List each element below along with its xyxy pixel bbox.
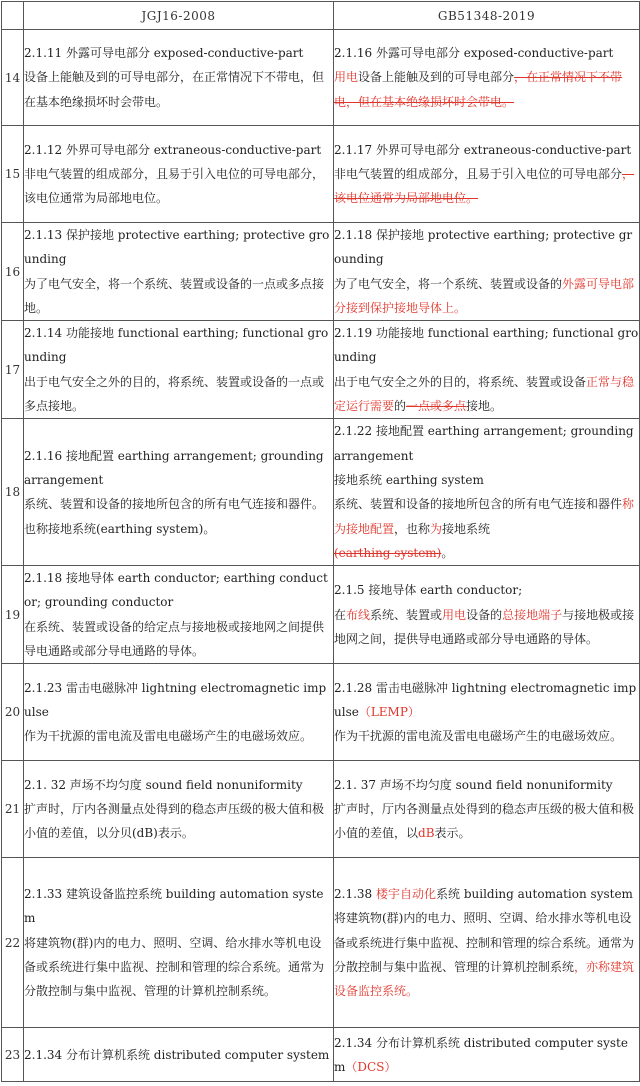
kept-text: 的 [394,399,407,414]
jgj-cell [24,30,334,126]
jgj-cell [24,126,334,223]
added-text: 称为接地配置 [334,497,635,536]
row-number: 23 [2,1028,24,1082]
definition-line: 出于电气安全之外的目的，将系统、装置或设备的一点或多点接地。 [24,374,325,414]
header-num [2,2,24,30]
jgj-cell [24,566,334,664]
term-line: 2.1.18 接地导体 earth conductor; earthing conductor; grounding conductor [24,571,328,610]
row-number: 15 [2,126,24,223]
definition-line [334,65,639,114]
added-text: 正常与稳定运行需要 [334,374,635,414]
added-text: 用电 [334,70,359,85]
comparison-table [1,1,640,1082]
term-line: 2.1.34 分布计算机系统 distributed computer system [24,1047,330,1062]
table-row [2,761,640,858]
definition-line: 将建筑物(群)内的电力、照明、空调、给水排水等机电设备或系统进行集中监视、控制和管理的综合系统。通常为分散控制与集中监视、管理的计算机控制系统。 [24,935,325,999]
added-text: 用电 [442,607,467,622]
header-jgj16: JGJ16-2008 [24,2,334,30]
added-text: 总接地端子 [502,607,563,622]
kept-text: 非电气装置的组成部分，且易于引入电位的可导电部分 [334,166,623,181]
kept-text: 2.1.38 [334,887,376,902]
kept-text: 出于电气安全之外的目的，将系统、装置或设备 [334,374,587,389]
kept-text: 系统 building automation system [436,887,633,902]
kept-text: 2.1.34 分布计算机系统 distributed computer system [334,1035,628,1074]
term-line: 2.1.13 保护接地 protective earthing; protective grounding [24,228,330,267]
header-gb51348: GB51348-2019 [334,2,640,30]
definition-line: 为了电气安全，将一个系统、装置或设备的一点或多点接地。 [24,276,325,315]
gb-cell [334,419,640,566]
term-line: 2.1.5 接地导体 earth conductor; [334,583,523,598]
term-line [334,676,639,725]
jgj-cell [24,321,334,419]
definition-line [334,603,639,652]
kept-text: 系统、装置或 [370,607,443,622]
definition-line: 设备上能触及到的可导电部分，在正常情况下不带电，但在基本绝缘损坏时会带电。 [24,70,325,109]
definition-line [334,370,639,419]
definition-line: 系统、装置和设备的接地所包含的所有电气连接和器件。也称接地系统(earthing system)。 [24,497,325,536]
table-row [2,566,640,664]
term-line: 2.1.12 外界可导电部分 extraneous-conductive-part [24,142,322,157]
table-row [2,419,640,566]
term-line: 2.1.23 雷击电磁脉冲 lightning electromagnetic impulse [24,680,327,720]
row-number: 14 [2,30,24,126]
header-row [2,2,640,30]
gb-cell [334,1028,640,1082]
term-line [334,1031,639,1080]
row-number: 16 [2,223,24,321]
term-line: 2.1.16 接地配置 earthing arrangement; grounding arrangement [24,448,324,487]
gb-cell [334,30,640,126]
term-line: 2.1.14 功能接地 functional earthing; functional grounding [24,326,329,365]
kept-text: 设备的 [466,607,503,622]
definition-line: 作为干扰源的雷电流及雷电电磁场产生的电磁场效应。 [334,729,623,744]
row-number: 17 [2,321,24,419]
added-text: （LEMP） [358,705,420,720]
table-row [2,1028,640,1082]
gb-cell [334,321,640,419]
kept-text: 接地。 [466,399,503,414]
table-row [2,223,640,321]
definition-line [334,797,639,846]
kept-text: 与接地极或接地网之间，提供导电通路或部分导电通路的导体。 [334,607,635,646]
gb-cell [334,664,640,761]
kept-text: 将建筑物(群)内的电力、照明、空调、给水排水等机电设备或系统进行集中监视、控制和管理的综合系统。通常为分散控制与集中监视、管理的计算机控制系统 [334,911,635,974]
kept-text: 表示。 [434,826,471,841]
kept-text: 为了电气安全，将一个系统、装置或设备的 [334,276,563,291]
deleted-text: ，该电位通常为局部地电位。 [334,166,635,206]
term-line: 2.1.11 外露可导电部分 exposed-conductive-part [24,46,304,61]
definition-line: 扩声时，厅内各测量点处得到的稳态声压级的极大值和极小值的差值，以分贝(dB)表示。 [24,802,325,841]
added-text: 楼宇自动化 [375,887,436,902]
kept-text: ，也称 [394,521,431,536]
term-line: 2.1.17 外界可导电部分 extraneous-conductive-part [334,142,632,157]
jgj-cell [24,1028,334,1082]
definition-line [334,272,639,321]
term-line: 2.1.22 接地配置 earthing arrangement; grounding arrangement [334,424,634,463]
table-row [2,664,640,761]
kept-text: 扩声时，厅内各测量点处得到的稳态声压级的极大值和极小值的差值，以 [334,802,635,841]
table-row [2,30,640,126]
gb-cell [334,566,640,664]
table-row [2,321,640,419]
table-row [2,858,640,1028]
table-row [2,126,640,223]
gb-cell [334,126,640,223]
gb-cell [334,858,640,1028]
term-line: 2.1. 32 声场不均匀度 sound field nonuniformity [24,777,303,792]
row-number: 22 [2,858,24,1028]
deleted-text: ，在正常情况下不带电，但在基本绝缘损坏时会带电。 [334,70,623,109]
kept-text: 2.1.28 雷击电磁脉冲 lightning electromagnetic impulse [334,680,637,720]
term-line [334,882,639,906]
kept-text: 设备上能触及到的可导电部分 [358,70,515,85]
term-line: 2.1.19 功能接地 functional earthing; functional grounding [334,326,639,365]
row-number: 18 [2,419,24,566]
jgj-cell [24,419,334,566]
added-text: （DCS） [345,1059,397,1074]
row-number: 19 [2,566,24,664]
kept-text: 接地系统 [442,521,491,536]
added-text: 布线 [346,607,371,622]
jgj-cell [24,858,334,1028]
definition-line: 非电气装置的组成部分，且易于引入电位的可导电部分，该电位通常为局部地电位。 [24,166,325,206]
term-line: 2.1.33 建筑设备监控系统 building automation system [24,887,324,926]
row-number: 20 [2,664,24,761]
jgj-cell [24,761,334,858]
definition-line [334,162,639,211]
added-text: 外露可导电部分接到保护接地导体上。 [334,276,635,315]
deleted-text: 一点或多点 [406,399,467,414]
definition-line: 在系统、装置或设备的给定点与接地极或接地网之间提供导电通路或部分导电通路的导体。 [24,619,325,659]
definition-line [334,906,639,1003]
definition-line [334,492,639,565]
gb-cell [334,761,640,858]
row-number: 21 [2,761,24,858]
jgj-cell [24,664,334,761]
term-line: 2.1.18 保护接地 protective earthing; protective grounding [334,228,633,267]
added-text: dB [418,826,435,841]
deleted-text: (earthing system) [334,545,442,560]
term-line: 2.1. 37 声场不均匀度 sound field nonuniformity [334,777,613,792]
term-line: 2.1.16 外露可导电部分 exposed-conductive-part [334,46,614,61]
kept-text: 在 [334,607,347,622]
kept-text: 。 [441,545,454,560]
term-line-alt: 接地系统 earthing system [334,472,484,487]
definition-line: 作为干扰源的雷电流及雷电电磁场产生的电磁场效应。 [24,729,313,744]
jgj-cell [24,223,334,321]
kept-text: 系统、装置和设备的接地所包含的所有电气连接和器件 [334,497,623,512]
gb-cell [334,223,640,321]
added-text: 为 [430,521,443,536]
added-text: ，亦称建筑设备监控系统。 [334,959,635,999]
